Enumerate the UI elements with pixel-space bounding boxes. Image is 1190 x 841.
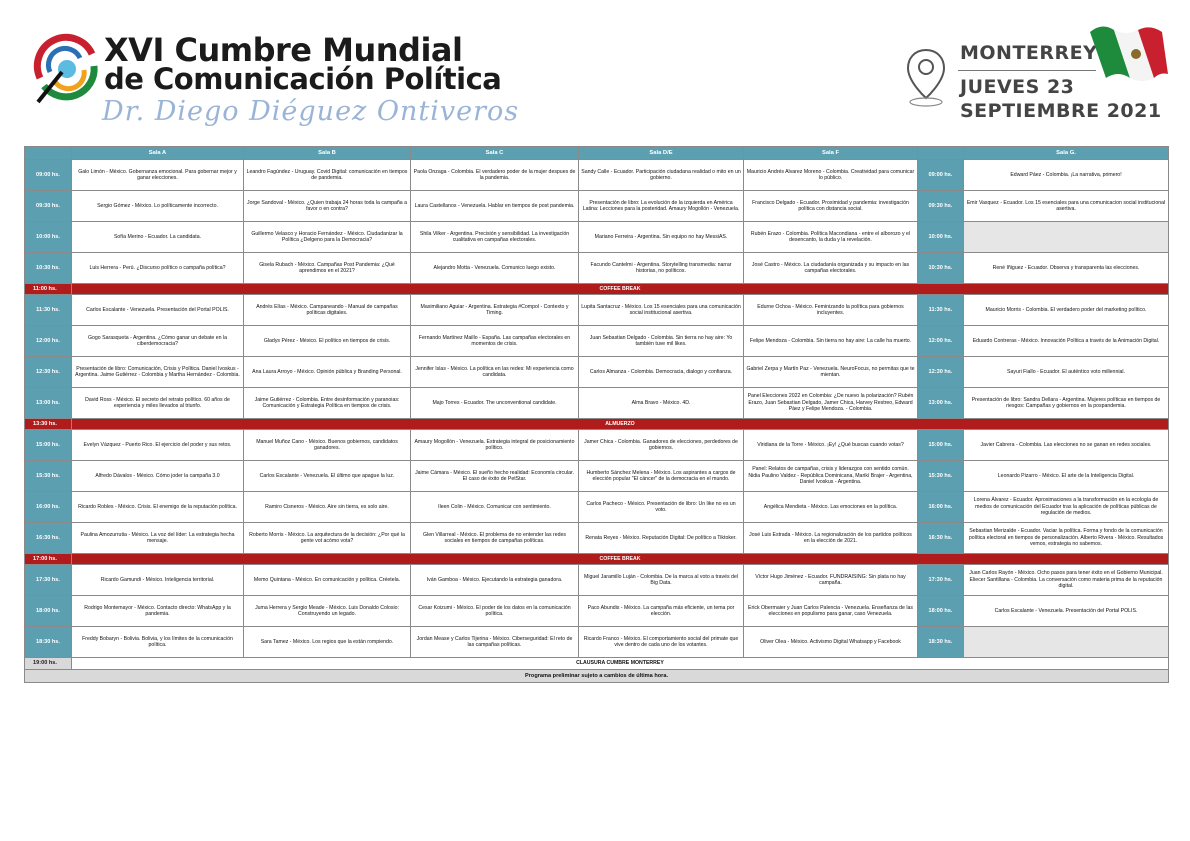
session-cell-sala-c: Shila Vilker - Argentina. Precisión y sensibilidad. La investigación cualitativa en campañas electorales. [411,222,579,253]
session-cell-sala-g: Carlos Escalante - Venezuela. Presentación del Portal POLIS. [964,596,1169,627]
session-row [25,565,1169,596]
session-cell-sala-d: Sandy Calle - Ecuador. Participación ciudadana realidad o mito en un gobierno. [579,160,744,191]
time-cell: 12:00 hs. [25,326,72,357]
time-cell: 12:30 hs. [25,357,72,388]
session-cell-sala-f: José Luis Estrada - México. La regionalización de los partidos políticos en la elección de 2021. [744,523,918,554]
city-name: MONTERREY [960,42,1098,64]
event-title-line1: XVI Cumbre Mundial [104,31,463,69]
schedule-table [24,146,1169,683]
time-cell: 10:30 hs. [918,253,964,284]
session-row [25,627,1169,658]
session-cell-sala-g: Edward Páez - Colombia. ¡La narrativa, primero! [964,160,1169,191]
session-cell-sala-c: Laura Castellanos - Venezuela. Hablar en tiempos de post pandemia. [411,191,579,222]
session-cell-sala-d: Jamer Chica - Colombia. Ganadores de elecciones, perdedores de gobiernos. [579,430,744,461]
break-row [25,419,1169,430]
session-cell-sala-g: Lorena Álvarez - Ecuador. Aproximaciones a la transformación en la ecología de medios de comunicación del Ecuador tras la aplicación de políticas públicas de regulación de medios. [964,492,1169,523]
session-row [25,388,1169,419]
session-cell-sala-b: Juma Herrera y Sergio Meade - México. Luis Donaldo Colosio: Construyendo un legado. [244,596,411,627]
time-cell: 18:00 hs. [25,596,72,627]
session-cell-sala-f: Rubén Erazo - Colombia. Política Macondiana - entre el alborozo y el desencanto, la duda y la revelación. [744,222,918,253]
time-cell: 17:30 hs. [25,565,72,596]
session-cell-sala-b: Carlos Escalante - Venezuela. El último que apague la luz. [244,461,411,492]
time-cell: 11:00 hs. [25,284,72,295]
session-cell-sala-f: Víctor Hugo Jiménez - Ecuador. FUNDRAISING: Sin plata no hay campaña. [744,565,918,596]
session-cell-sala-a: Paulina Amozurrutia - México. La voz del líder: La estrategia hecha mensaje. [72,523,244,554]
session-cell-sala-g: Mauricio Morris - Colombia. El verdadero poder del marketing político. [964,295,1169,326]
session-cell-sala-b: Sara Tamez - México. Los regios que la están rompiendo. [244,627,411,658]
session-row [25,253,1169,284]
session-row [25,191,1169,222]
session-cell-sala-d: Carlos Almanza - Colombia. Democracia, dialogo y confianza. [579,357,744,388]
time-cell: 15:30 hs. [25,461,72,492]
session-row [25,430,1169,461]
time-cell: 13:00 hs. [25,388,72,419]
session-cell-sala-b: Andrés Elías - México. Campaneando - Manual de campañas políticas digitales. [244,295,411,326]
session-cell-sala-c: Amaury Mogollón - Venezuela. Estrategia integral de posicionamiento político. [411,430,579,461]
session-cell-sala-d: Juan Sebastian Delgado - Colombia. Sin tierra no hay aire: Yo también tuve mil likes. [579,326,744,357]
room-header: Sala F [744,147,918,160]
time-cell: 16:30 hs. [25,523,72,554]
session-cell-sala-f: Erick Obermaier y Juan Carlos Palencia - Venezuela. Enseñanza de las elecciones en populismo para ganar, caso Venezuela. [744,596,918,627]
time-cell: 09:30 hs. [25,191,72,222]
session-cell-sala-a: Galo Limón - México. Gobernanza emocional. Para gobernar mejor y ganar elecciones. [72,160,244,191]
session-cell-sala-c: Jordan Mease y Carlos Tijerina - México. Ciberseguridad: El reto de las campañas políticas. [411,627,579,658]
session-cell-sala-c: Paola Onzaga - Colombia. El verdadero poder de la mujer despues de la pandemia. [411,160,579,191]
session-cell-sala-f: José Castro - México. La ciudadanía organizada y su impacto en las campañas electorales. [744,253,918,284]
session-row [25,222,1169,253]
session-cell-sala-g [964,627,1169,658]
session-cell-sala-c: Glen Villarreal - México. El problema de no entender las redes sociales en tiempos de campañas políticas. [411,523,579,554]
note-row [25,670,1169,683]
session-cell-sala-c: Fernando Martínez Maillo - España. Las campañas electorales en momentos de crisis. [411,326,579,357]
session-cell-sala-c: Ileen Colin - México. Comunicar con sentimiento. [411,492,579,523]
session-cell-sala-f: Francisco Delgado - Ecuador. Proximidad y pandemia: investigación política con distancia social. [744,191,918,222]
time-cell: 18:30 hs. [918,627,964,658]
session-cell-sala-a: Ricardo Robles - México. Crisis. El enemigo de la reputación política. [72,492,244,523]
session-cell-sala-d: Mariano Ferreira - Argentina. Sin equipo no hay MessiAS. [579,222,744,253]
session-cell-sala-d: Lupita Santacruz - México. Los 15 esenciales para una comunicación social institucional asertiva. [579,295,744,326]
session-cell-sala-a: Luis Herrera - Perú. ¿Discurso político o campaña política? [72,253,244,284]
session-cell-sala-f: Edurne Ochoa - México. Feminizando la política para gobiernos incluyentes. [744,295,918,326]
session-cell-sala-g: René Iñiguez - Ecuador. Observa y transparenta las elecciones. [964,253,1169,284]
room-header: Sala G. [964,147,1169,160]
session-row [25,596,1169,627]
session-cell-sala-b: Guillermo Velasco y Horacio Fernández - México. Ciudadanizar la Política ¿Delgeno para la Democracia? [244,222,411,253]
session-row [25,295,1169,326]
session-cell-sala-a: Evelyn Vázquez - Puerto Rico. El ejercicio del poder y sus retos. [72,430,244,461]
session-cell-sala-c: Alejandro Motta - Venezuela. Comunico luego existo. [411,253,579,284]
time-cell: 16:30 hs. [918,523,964,554]
time-cell: 10:30 hs. [25,253,72,284]
session-cell-sala-d: Facundo Cantelmi - Argentina. Storytelling transmedia: narrar historias, no políticos. [579,253,744,284]
break-row [25,284,1169,295]
session-cell-sala-g: Leonardo Pizarro - México. El arte de la Inteligencia Digital. [964,461,1169,492]
time-cell: 11:30 hs. [918,295,964,326]
session-cell-sala-b: Ana Laura Arroyo - México. Opinión pública y Branding Personal. [244,357,411,388]
session-cell-sala-d: Paco Abundis - México. La campaña más eficiente, un tema por elección. [579,596,744,627]
session-cell-sala-c: Iván Gamboa - México. Ejecutando la estrategia ganadora. [411,565,579,596]
session-cell-sala-g: Sayuri Fiallo - Ecuador. El auténtico voto millennial. [964,357,1169,388]
session-cell-sala-d: Humberto Sánchez Melena - México. Los aspirantes a cargos de elección popular "El cáncer" de la democracia en el mundo. [579,461,744,492]
time-cell: 12:30 hs. [918,357,964,388]
session-row [25,523,1169,554]
break-row [25,554,1169,565]
room-header: Sala A [72,147,244,160]
session-cell-sala-c: Jaime Cámara - México. El sueño hecho realidad: Economía circular. El caso de éxito de PetStar. [411,461,579,492]
room-header: Sala C [411,147,579,160]
session-cell-sala-g: Presentación de libro: Sandra Dellara - Argentina. Mujeres políticas en tiempos de riesgos: Campañas y gobiernos en la pospandemia. [964,388,1169,419]
time-cell: 18:30 hs. [25,627,72,658]
session-cell-sala-f: Felipe Mendoza - Colombia. Sin tierra no hay aire: La calle ha muerto. [744,326,918,357]
time-cell: 13:30 hs. [25,419,72,430]
session-cell-sala-a: Gogo Sarasqueta - Argentina. ¿Cómo ganar un debate en la ciberdemocracia? [72,326,244,357]
time-cell: 15:30 hs. [918,461,964,492]
session-cell-sala-f: Oliver Olea - México. Activismo Digital Whatsapp y Facebook [744,627,918,658]
session-cell-sala-a: David Ross - México. El secreto del retrato político. 60 años de experiencia y miles llevados al triunfo. [72,388,244,419]
session-cell-sala-g: Eduardo Contreras - México. Innovación Política a través de la Animación Digital. [964,326,1169,357]
time-cell: 18:00 hs. [918,596,964,627]
header [0,0,1190,145]
session-cell-sala-b: Jaime Gutiérrez - Colombia. Entre desinformación y paranoias: Comunicación y Estrategia Política en tiempos de crisis. [244,388,411,419]
room-header: Sala D/E [579,147,744,160]
break-label: COFFEE BREAK [72,554,1169,565]
event-title-line2: de Comunicación Política [104,62,502,96]
session-cell-sala-a: Alfredo Dávalos - México. Cómo joder la campaña 3.0 [72,461,244,492]
time-cell: 10:00 hs. [25,222,72,253]
closing-label: CLAUSURA CUMBRE MONTERREY [72,658,1169,670]
time-cell: 17:00 hs. [25,554,72,565]
signature-image: Dr. Diego Diéguez Ontiveros [102,96,520,127]
session-cell-sala-d: Alma Bravo - México. 4D. [579,388,744,419]
mexico-flag-icon [1086,16,1170,86]
room-header-row [25,147,1169,160]
time-cell: 19:00 hs. [25,658,72,670]
session-cell-sala-a: Ricardo Gamundi - México. Inteligencia territorial. [72,565,244,596]
session-cell-sala-b: Manuel Muñoz Cano - México. Buenos gobiernos, candidatos ganadores. [244,430,411,461]
session-cell-sala-g: Sebastian Merizalde - Ecuador. Vaciar la política. Forma y fondo de la comunicación política electoral en tiempos de personalización. Alberto Rivera - México. Resultados vemos, estrategia no sabemos. [964,523,1169,554]
session-cell-sala-c: Jennifer Islas - México. La política en las redes: Mi experiencia como candidata. [411,357,579,388]
time-header-cell [918,147,964,160]
session-row [25,326,1169,357]
session-cell-sala-c: Cesar Koizumi - México. El poder de los datos en la comunicación política. [411,596,579,627]
session-cell-sala-c: Maximiliano Aguiar - Argentina. Estrategia #Compol - Contexto y Timing. [411,295,579,326]
time-cell: 17:30 hs. [918,565,964,596]
divider [958,70,1096,71]
event-logo-icon [32,32,102,104]
break-label: COFFEE BREAK [72,284,1169,295]
session-cell-sala-d: Miguel Jaramillo Luján - Colombia. De la marca al voto a través del Big Data. [579,565,744,596]
session-cell-sala-f: Panel Elecciones 2022 en Colombia: ¿De nuevo la polarización? Rubén Erazo, Juan Sebastian Delgado, Jamer Chica, Harvey Restreo, Edward Páez y Felipe Mendoza. - Colombia. [744,388,918,419]
session-row [25,461,1169,492]
session-cell-sala-d: Carlos Pacheco - México. Presentación de libro: Un like no es un voto. [579,492,744,523]
session-cell-sala-a: Sergio Gómez - México. Lo políticamente incorrecto. [72,191,244,222]
time-cell: 13:00 hs. [918,388,964,419]
session-cell-sala-b: Memo Quintana - México. En comunicación y política. Créetela. [244,565,411,596]
break-label: ALMUERZO [72,419,1169,430]
event-date-day: JUEVES 23 [960,76,1075,98]
session-row [25,357,1169,388]
session-cell-sala-g: Javier Cabrera - Colombia. Las elecciones no se ganan en redes sociales. [964,430,1169,461]
location-pin-icon [902,46,950,108]
time-cell: 09:00 hs. [25,160,72,191]
time-header-cell [25,147,72,160]
session-cell-sala-b: Roberto Morris - México. La arquitectura de la decisión: ¿Por qué la gente vot acómo vota? [244,523,411,554]
event-date-month-year: SEPTIEMBRE 2021 [960,100,1162,122]
time-cell: 16:00 hs. [918,492,964,523]
session-cell-sala-a: Freddy Bobaryn - Bolivia. Bolivia, y los límites de la comunicación política. [72,627,244,658]
session-cell-sala-g: Emir Vasquez - Ecuador. Los 15 esenciales para una comunicacion social institucional asertiva. [964,191,1169,222]
session-cell-sala-b: Leandro Fagúndez - Uruguay. Covid Digital: comunicación en tiempos de pandemia. [244,160,411,191]
session-cell-sala-a: Carlos Escalante - Venezuela. Presentación del Portal POLIS. [72,295,244,326]
time-cell: 09:00 hs. [918,160,964,191]
closing-row [25,658,1169,670]
time-cell: 15:00 hs. [25,430,72,461]
time-cell: 11:30 hs. [25,295,72,326]
session-cell-sala-b: Gisela Rubach - México. Campañas Post Pandemia: ¿Qué aprendimos en el 2021? [244,253,411,284]
session-row [25,492,1169,523]
session-cell-sala-a: Sofía Merino - Ecuador. La candidata. [72,222,244,253]
session-cell-sala-f: Viridiana de la Torre - México. ¡Ey! ¿Qué buscas cuando votas? [744,430,918,461]
session-cell-sala-f: Panel: Relatos de campañas, crisis y liderazgos con sentido común. Nidia Paulino Valdez - República Dominicana, Marikí Brajer - Argentina, Daniel Ivoskus - Argentina. [744,461,918,492]
session-cell-sala-d: Presentación de libro: La evolución de la izquierda en América Latina: Lecciones para la posteridad. Amaury Mogollón - Venezuela. [579,191,744,222]
session-cell-sala-a: Presentación de libro: Comunicación, Crisis y Política. Daniel Ivoskus - Argentina. Jaime Gutiérrez - Colombia y Martha Hernández - Colombia. [72,357,244,388]
session-cell-sala-a: Rodrigo Montemayor - México. Contacto directo: WhatsApp y la pandemia. [72,596,244,627]
time-cell: 10:00 hs. [918,222,964,253]
session-cell-sala-g [964,222,1169,253]
session-cell-sala-d: Renata Reyes - México. Reputación Digital: De político a Tiktoker. [579,523,744,554]
session-cell-sala-c: Majo Torres - Ecuador. The unconventional candidate. [411,388,579,419]
session-cell-sala-f: Mauricio Andrés Alvarez Moreno - Colombia. Creatividad para comunicar lo público. [744,160,918,191]
session-cell-sala-b: Jorge Sandoval - México. ¿Quien trabaja 24 horas toda la campaña a favor o en contra? [244,191,411,222]
time-cell: 16:00 hs. [25,492,72,523]
session-cell-sala-b: Gladys Pérez - México. El político en tiempos de crisis. [244,326,411,357]
time-cell: 09:30 hs. [918,191,964,222]
session-cell-sala-b: Ramiro Cisneros - México. Aire sin tierra, es solo aire. [244,492,411,523]
time-cell: 15:00 hs. [918,430,964,461]
time-cell: 12:00 hs. [918,326,964,357]
session-cell-sala-g: Juan Carlos Rayón - México. Ocho pasos para tener éxito en el Gobierno Municipal. Eliecer Santillana - Colombia. La conversación como materia prima de la reputación digital. [964,565,1169,596]
room-header: Sala B [244,147,411,160]
session-cell-sala-f: Gabriel Zerpa y Martín Paz - Venezuela. NeuroFocus, no permitas que te mientan. [744,357,918,388]
session-cell-sala-f: Angélica Mendieta - México. Las emociones en la política. [744,492,918,523]
program-note: Programa preliminar sujeto a cambios de última hora. [25,670,1169,683]
session-cell-sala-d: Ricardo Franco - México. El comportamiento social del primate que vive dentro de cada uno de los votantes. [579,627,744,658]
session-row [25,160,1169,191]
